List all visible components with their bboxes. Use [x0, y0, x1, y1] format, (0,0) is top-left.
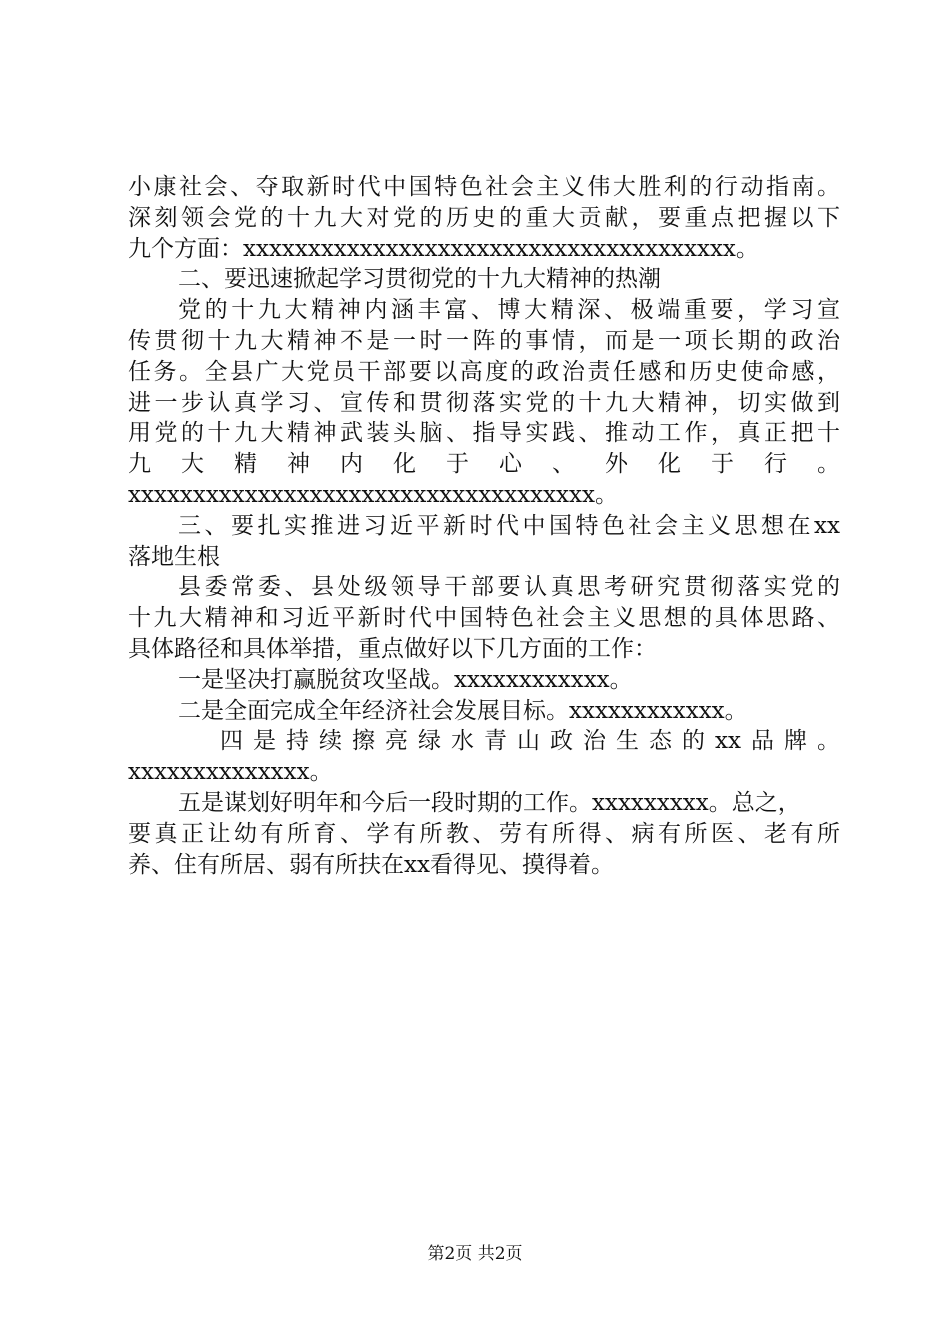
text-line: 传贯彻十九大精神不是一时一阵的事情，而是一项长期的政治 — [128, 327, 840, 354]
text-line: 要真正让幼有所育、学有所教、劳有所得、病有所医、老有所 — [128, 820, 840, 847]
paragraph-start: 党的十九大精神内涵丰富、博大精深、极端重要，学习宣 — [178, 297, 840, 324]
text-line: 进一步认真学习、宣传和贯彻落实党的十九大精神，切实做到 — [128, 389, 840, 416]
list-item: 五是谋划好明年和今后一段时期的工作。xxxxxxxxx。总之， — [178, 789, 801, 816]
text-line: 用党的十九大精神武装头脑、指导实践、推动工作，真正把十 — [128, 420, 840, 447]
text-line: 深刻领会党的十九大对党的历史的重大贡献，要重点把握以下 — [128, 204, 840, 231]
text-line: 十九大精神和习近平新时代中国特色社会主义思想的具体思路、 — [128, 605, 840, 632]
text-line: 任务。全县广大党员干部要以高度的政治责任感和历史使命感， — [128, 358, 840, 385]
list-item: 四是持续擦亮绿水青山政治生态的xx品牌。 — [220, 728, 840, 755]
text-line: xxxxxxxxxxxxxxxxxxxxxxxxxxxxxxxxxxxx。 — [128, 481, 618, 508]
text-line: 九大精神内化于心、外化于行。 — [128, 451, 840, 478]
section-heading: 三、要扎实推进习近平新时代中国特色社会主义思想在xx — [178, 512, 840, 539]
text-line: xxxxxxxxxxxxxx。 — [128, 759, 333, 786]
list-item: 二是全面完成全年经济社会发展目标。xxxxxxxxxxxx。 — [178, 697, 748, 724]
text-line: 九个方面：xxxxxxxxxxxxxxxxxxxxxxxxxxxxxxxxxxxxxx。 — [128, 235, 759, 262]
page-number-footer: 第2页 共2页 — [427, 1244, 523, 1264]
text-line: 具体路径和具体举措，重点做好以下几方面的工作： — [128, 635, 657, 662]
section-heading-continued: 落地生根 — [128, 543, 220, 570]
text-line: 小康社会、夺取新时代中国特色社会主义伟大胜利的行动指南。 — [128, 174, 840, 200]
document-body — [128, 172, 840, 880]
paragraph-start: 县委常委、县处级领导干部要认真思考研究贯彻落实党的 — [178, 574, 840, 601]
list-item: 一是坚决打赢脱贫攻坚战。xxxxxxxxxxxx。 — [178, 666, 633, 693]
text-line: 养、住有所居、弱有所扶在xx看得见、摸得着。 — [128, 851, 614, 878]
section-heading: 二、要迅速掀起学习贯彻党的十九大精神的热潮 — [178, 266, 661, 293]
